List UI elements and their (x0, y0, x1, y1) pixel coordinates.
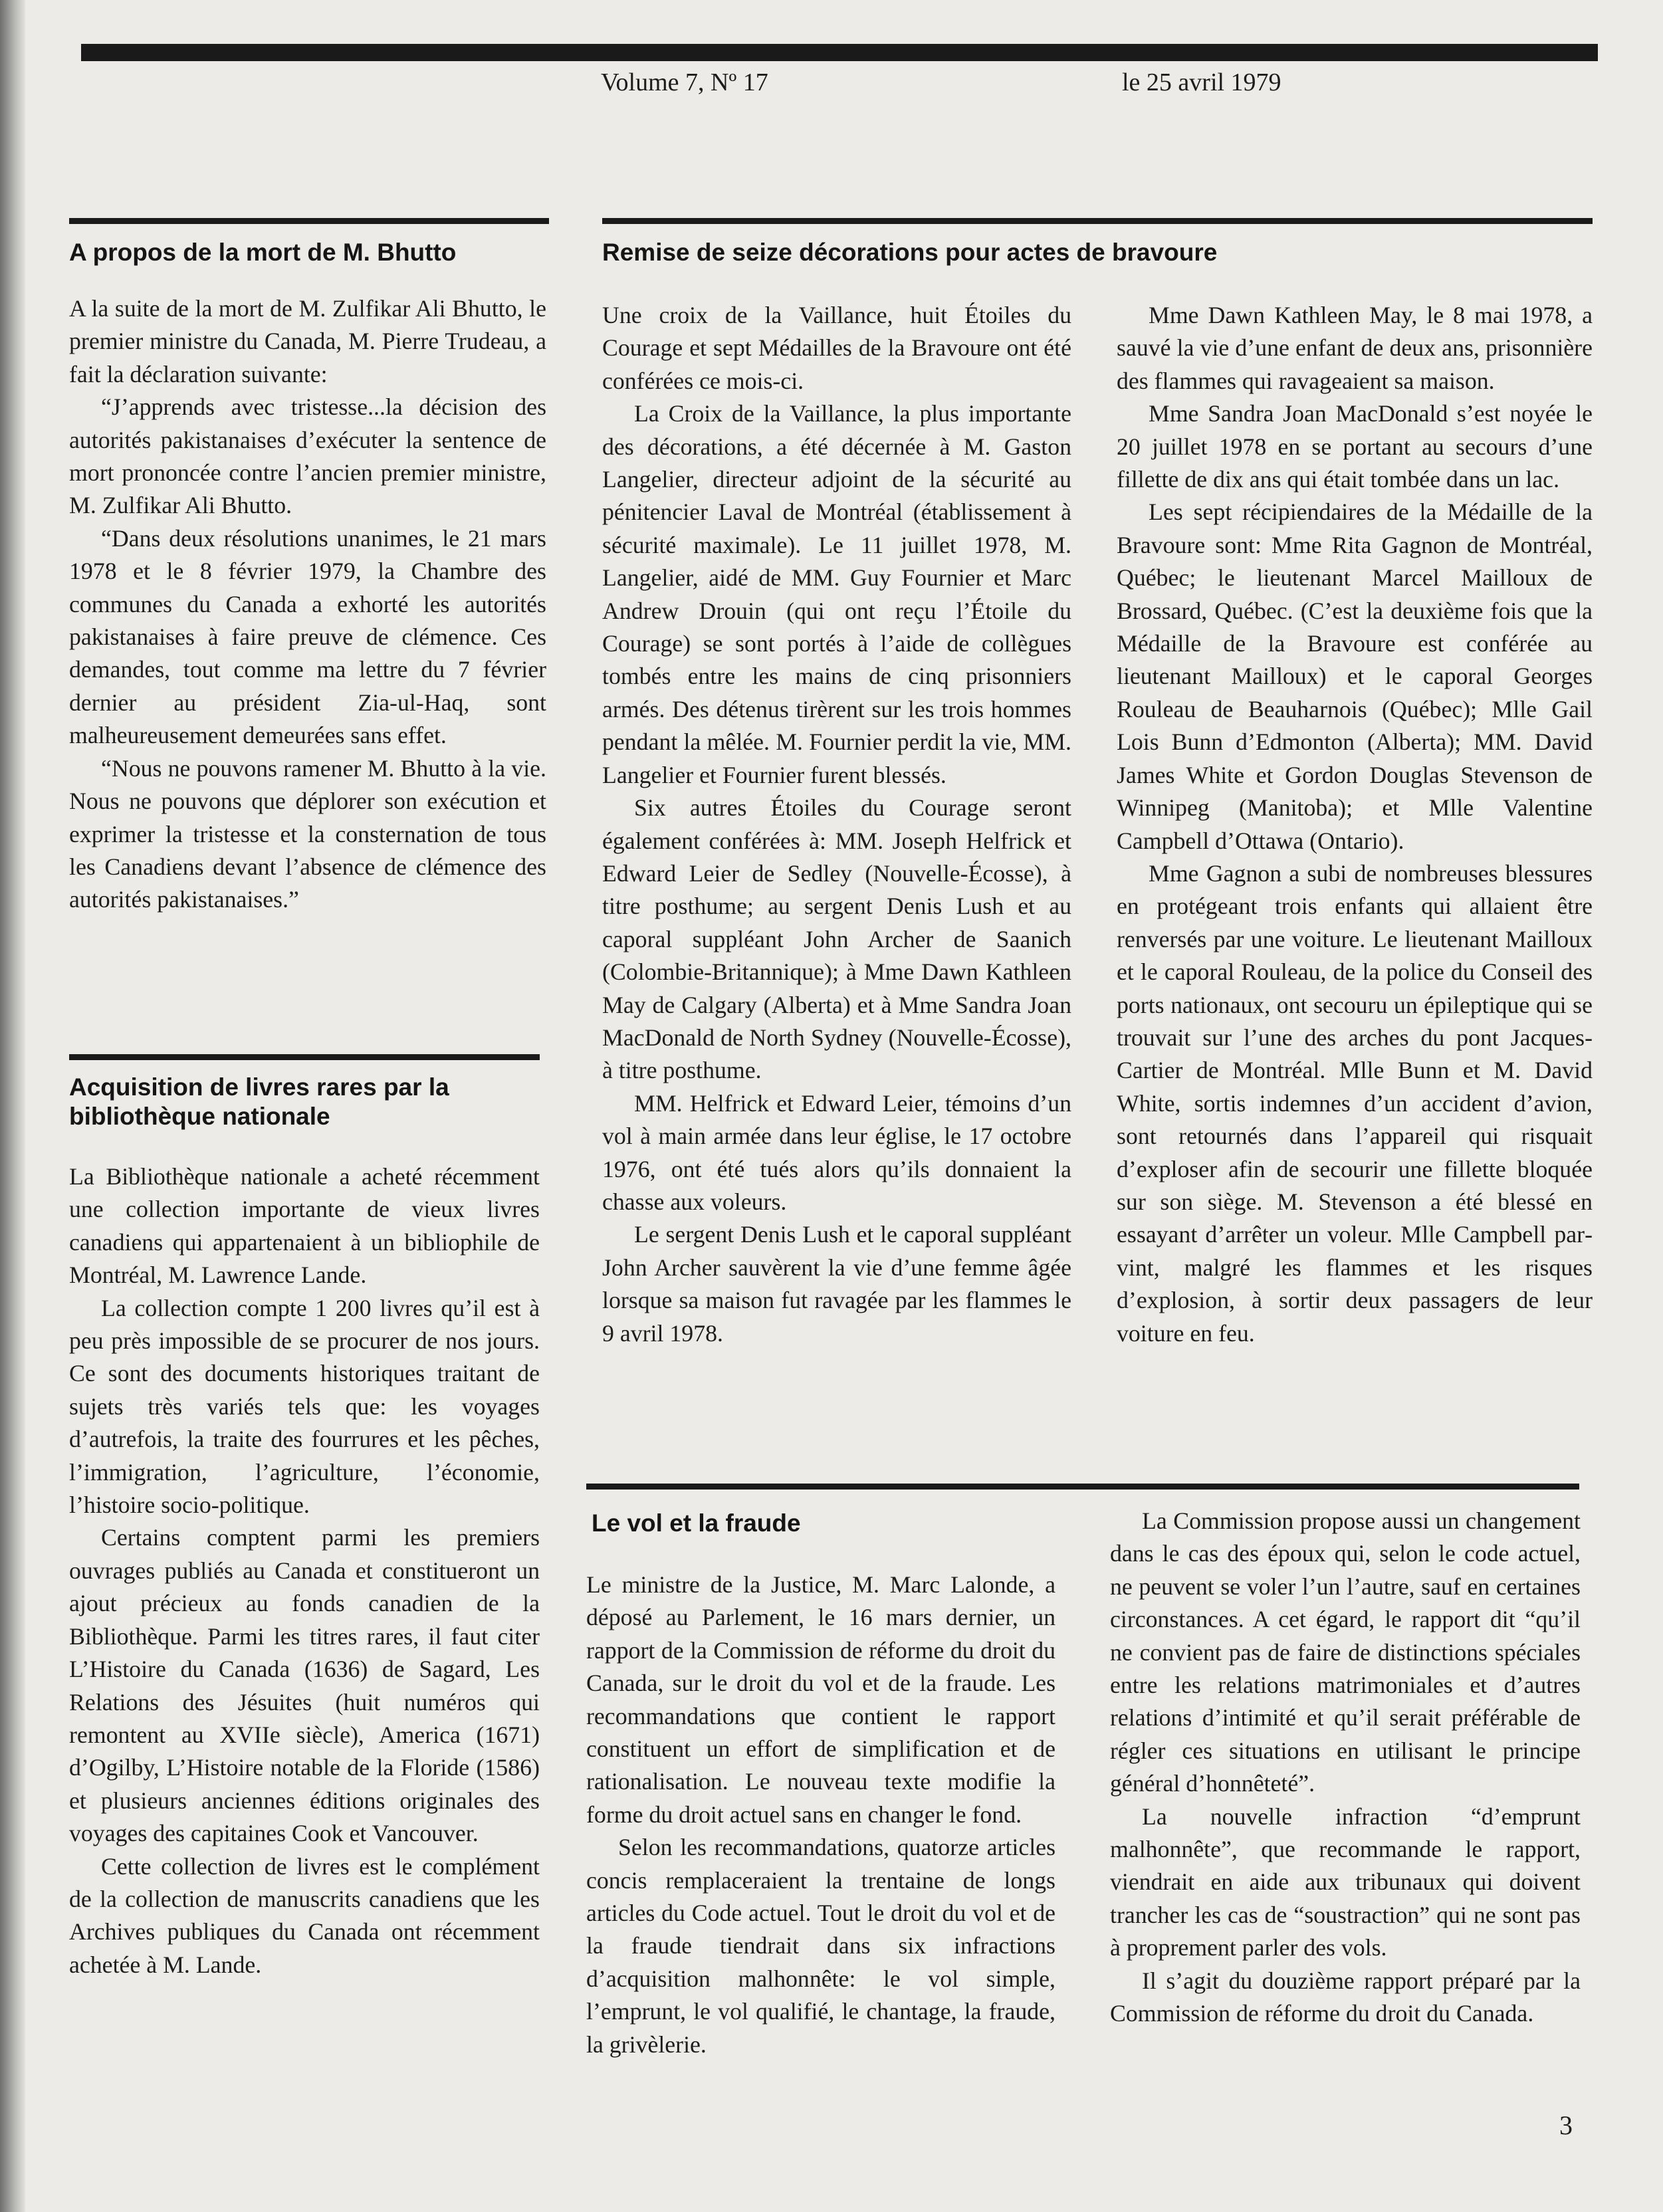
paragraph: MM. Helfrick et Edward Leier, témoins d’un vol à main armée dans leur église, le 17 octobre 1976, ont été tués alors qu’ils donnaient la chasse aux voleurs. (602, 1089, 1071, 1215)
article-vol-col2 (1110, 1505, 1581, 2031)
paragraph: Les sept récipiendaires de la Médaille de la Bravoure sont: Mme Rita Gagnon de Montréal, Québec; le lieutenant Marcel Mailloux de Brossard, Québec. (C’est la deuxième fois que la Médaille de la Bravoure est conférée au lieutenant Mailloux) et le caporal Georges Rouleau de Beauharnois (Québec); Mlle Gail Lois Bunn d’Edmonton (Alberta); MM. David James White et Gordon Douglas Stevenson de Winnipeg (Manitoba); et Mlle Valentine Campbell d’Ottawa (Ontario). (1117, 498, 1593, 854)
heading-bravoure: Remise de seize décorations pour actes de bravoure (602, 239, 1218, 266)
page-binding-shadow (0, 0, 25, 2212)
article-vol-col1 (586, 1569, 1055, 2061)
paragraph: Cette collection de livres est le complément de la collection de manuscrits canadiens que les Archives publiques du Canada ont récemment achetée à M. Lande. (69, 1852, 540, 1978)
article-bhutto-body (69, 292, 546, 917)
issue-volume: Volume 7, Nº 17 (601, 68, 768, 96)
article-bravoure-col2 (1117, 299, 1593, 1350)
paragraph: “J’apprends avec tristesse...la décision des autorités pakistanaises d’exécuter la sentence de mort prononcée contre l’ancien premier ministre, M. Zulfikar Ali Bhutto. (69, 393, 546, 519)
paragraph: Il s’agit du douzième rapport préparé par la Commission de réforme du droit du Canada. (1110, 1967, 1581, 2027)
heading-vol: Le vol et la fraude (592, 1509, 801, 1537)
paragraph: Une croix de la Vaillance, huit Étoiles du Courage et sept Médailles de la Bravoure ont été conférées ce mois-ci. (602, 302, 1071, 394)
paragraph: La Commission propose aussi un changement dans le cas des époux qui, selon le code actuel, ne peuvent se voler l’un l’autre, sauf en certaines circonstances. A cet égard, le rapport dit “qu’il ne convient pas de faire de distinctions spéciales entre les relations matrimoniales et d’autres relations d’intimité et qu’il serait préférable de régler ces situations en utilisant le principe général d’honnêteté”. (1110, 1507, 1581, 1797)
section-rule-vol (586, 1484, 1579, 1490)
paragraph: Mme Sandra Joan MacDonald s’est noyée le 20 juillet 1978 en se portant au secours d’une fillette de dix ans qui était tombée dans un lac. (1117, 400, 1593, 493)
section-rule-livres (69, 1054, 540, 1060)
paragraph: Le sergent Denis Lush et le caporal suppléant John Archer sauvèrent la vie d’une femme âgée lorsque sa maison fut ravagée par les flammes le 9 avril 1978. (602, 1221, 1071, 1347)
paragraph: Mme Gagnon a subi de nombreuses blessures en protégeant trois enfants qui allaient être renversés par une voiture. Le lieutenant Mailloux et le caporal Rouleau, de la police du Conseil des ports nationaux, ont secouru un épileptique qui se trouvait sur l’une des arches du pont Jacques-Cartier de Montréal. Mlle Bunn et M. David White, sortis indemnes d’un accident d’avion, sont retournés dans l’appareil qui risquait d’exploser afin de secourir une fillette bloquée sur son siège. M. Stevenson a été blessé en essayant d’arrêter un voleur. Mlle Campbell parvint, malgré les flammes et les risques d’explosion, à sortir deux passagers de leur voiture en feu. (1117, 859, 1593, 1347)
article-bravoure-col1 (602, 299, 1071, 1350)
paragraph: Mme Dawn Kathleen May, le 8 mai 1978, a sauvé la vie d’une enfant de deux ans, prisonnière des flammes qui ravageaient sa maison. (1117, 302, 1593, 394)
paragraph: Selon les recommandations, quatorze articles concis remplaceraient la trentaine de longs articles du Code actuel. Tout le droit du vol et de la fraude tiendrait dans six infractions d’acquisition malhonnête: le vol simple, l’emprunt, le vol qualifié, le chantage, la fraude, la grivèlerie. (586, 1834, 1055, 2058)
paragraph: “Dans deux résolutions unanimes, le 21 mars 1978 et le 8 février 1979, la Chambre des communes du Canada a exhorté les autorités pakistanaises à faire preuve de clémence. Ces demandes, tout comme ma lettre du 7 février dernier au président Zia-ul-Haq, sont malheureusement demeurées sans effet. (69, 524, 546, 749)
issue-date: le 25 avril 1979 (1122, 68, 1281, 96)
section-rule-bravoure (602, 218, 1593, 224)
paragraph: La Croix de la Vaillance, la plus importante des décorations, a été décernée à M. Gaston Langelier, directeur adjoint de la sécurité au pénitencier Laval de Montréal (établissement à sécurité maximale). Le 11 juillet 1978, M. Langelier, aidé de MM. Guy Fournier et Marc Andrew Drouin (qui ont reçu l’Étoile du Courage) se sont portés à l’aide de collègues tombés entre les mains de cinq prisonniers armés. Des détenus tirèrent sur les trois hommes pendant la mêlée. M. Fournier perdit la vie, MM. Langelier et Fournier furent blessés. (602, 400, 1071, 788)
article-livres-body (69, 1161, 540, 1981)
heading-livres: Acquisition de livres rares par la bibliothèque nationale (69, 1073, 449, 1130)
paragraph: “Nous ne pouvons ramener M. Bhutto à la vie. Nous ne pouvons que déplorer son exécution et exprimer la tristesse et la consternation de tous les Canadiens devant l’absence de clémence des autorités pakistanaises.” (69, 754, 546, 913)
paragraph: La Bibliothèque nationale a acheté récemment une collection importante de vieux livres canadiens qui appartenaient à un bibliophile de Montréal, M. Lawrence Lande. (69, 1163, 540, 1289)
page-number: 3 (1559, 2110, 1573, 2140)
paragraph: La collection compte 1 200 livres qu’il est à peu près impossible de se procurer de nos jours. Ce sont des documents historiques traitant de sujets très variés tels que: les voyages d’autrefois, la traite des fourrures et les pêches, l’immigration, l’agriculture, l’économie, l’histoire socio-politique. (69, 1294, 540, 1519)
paragraph: Six autres Étoiles du Courage seront également conférées à: MM. Joseph Helfrick et Edward Leier de Sedley (Nouvelle-Écosse), à titre posthume; au sergent Denis Lush et au caporal suppléant John Archer de Saanich (Colombie-Britannique); à Mme Dawn Kathleen May de Calgary (Alberta) et à Mme Sandra Joan MacDonald de North Sydney (Nouvelle-Écosse), à titre posthume. (602, 794, 1071, 1084)
paragraph: Certains comptent parmi les premiers ouvrages publiés au Canada et constitueront un ajout précieux au fonds canadien de la Bibliothèque. Parmi les titres rares, il faut citer L’Histoire du Canada (1636) de Sagard, Les Relations des Jésuites (huit numéros qui remontent au XVIIe siècle), America (1671) d’Ogilby, L’Histoire notable de la Floride (1586) et plusieurs anciennes éditions originales des voyages des capitaines Cook et Vancouver. (69, 1524, 540, 1847)
paragraph: A la suite de la mort de M. Zulfikar Ali Bhutto, le premier ministre du Canada, M. Pierre Trudeau, a fait la déclaration suivante: (69, 295, 546, 387)
section-rule-bhutto (69, 218, 549, 224)
paragraph: Le ministre de la Justice, M. Marc Lalonde, a déposé au Parlement, le 16 mars dernier, un rapport de la Commission de réforme du droit du Canada, sur le droit du vol et de la fraude. Les recommandations que contient le rapport constituent un effort de simplification et de rationalisation. Le nouveau texte modifie la forme du droit actuel sans en changer le fond. (586, 1571, 1055, 1828)
paragraph: La nouvelle infraction “d’emprunt malhonnête”, que recommande le rapport, viendrait en aide aux tribunaux qui doivent trancher les cas de “soustraction” qui ne sont pas à proprement parler des vols. (1110, 1803, 1581, 1961)
masthead-rule (81, 44, 1598, 61)
heading-bhutto: A propos de la mort de M. Bhutto (69, 239, 457, 266)
